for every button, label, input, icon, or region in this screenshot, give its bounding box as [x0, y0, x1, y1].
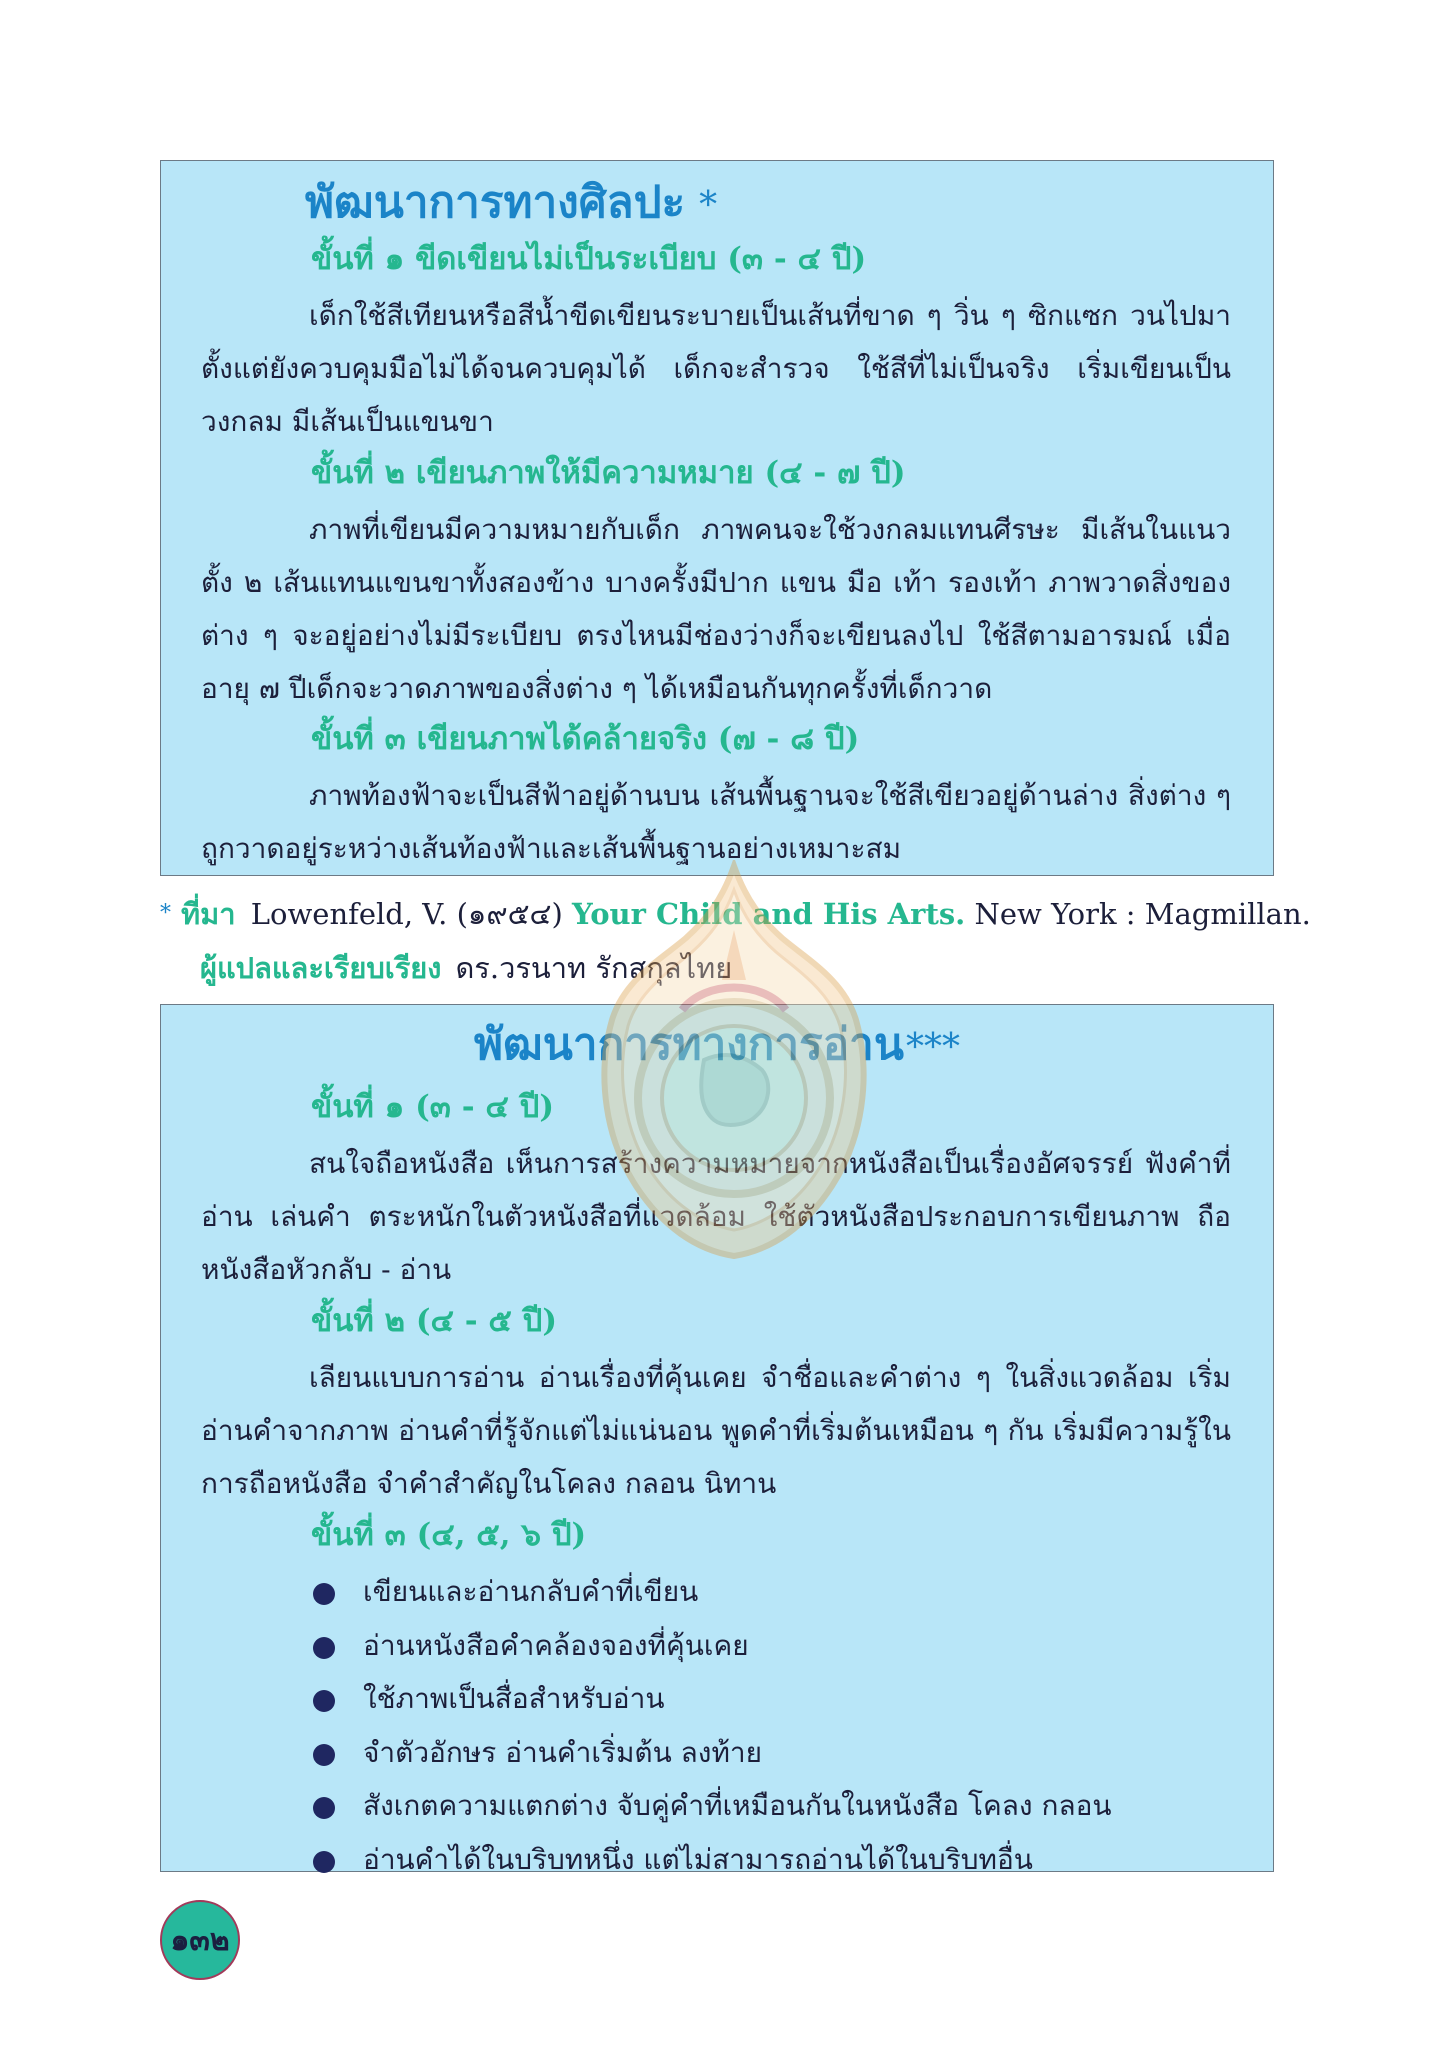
source-label: ที่มา	[181, 897, 236, 931]
reading-stage-2-heading: ขั้นที่ ๒ (๔ - ๕ ปี)	[311, 1303, 558, 1339]
reading-stage-1-heading: ขั้นที่ ๑ (๓ - ๔ ปี)	[311, 1089, 554, 1125]
reading-stage-3-list	[311, 1565, 1112, 1886]
art-stage-3-heading: ขั้นที่ ๓ เขียนภาพได้คล้ายจริง (๗ - ๘ ปี)	[311, 721, 860, 757]
source-author: Lowenfeld, V. (๑๙๕๔)	[250, 897, 563, 931]
title-footnote-mark: *	[699, 185, 718, 226]
footnote-star: *	[160, 901, 171, 926]
art-section-title: พัฒนาการทางศิลปะ *	[305, 177, 718, 228]
reading-stage-3-heading: ขั้นที่ ๓ (๔, ๕, ๖ ปี)	[311, 1517, 587, 1553]
bullet-dot-icon	[313, 1583, 335, 1605]
list-item: สังเกตความแตกต่าง จับคู่คำที่เหมือนกันในหนังสือ โคลง กลอน	[311, 1779, 1112, 1833]
art-stage-2-text: ภาพที่เขียนมีความหมายกับเด็ก ภาพคนจะใช้วงกลมแทนศีรษะ มีเส้นในแนวตั้ง ๒ เส้นแทนแขนขาทั้งสองข้าง บางครั้งมีปาก แขน มือ เท้า รองเท้า ภาพวาดสิ่งของต่าง ๆ จะอยู่อย่างไม่มีระเบียบ ตรงไหนมีช่องว่างก็จะเขียนลงไป ใช้สีตามอารมณ์ เมื่ออายุ ๗ ปีเด็กจะวาดภาพของสิ่งต่าง ๆ ได้เหมือนกันทุกครั้งที่เด็กวาด	[201, 513, 1231, 705]
title-footnote-mark: ***	[905, 1027, 960, 1068]
art-stage-3-text: ภาพท้องฟ้าจะเป็นสีฟ้าอยู่ด้านบน เส้นพื้นฐานจะใช้สีเขียวอยู่ด้านล่าง สิ่งต่าง ๆ ถูกวาดอยู่ระหว่างเส้นท้องฟ้าและเส้นพื้นฐานอย่างเหมาะสม	[201, 779, 1231, 865]
art-stage-1-text: เด็กใช้สีเทียนหรือสีน้ำขีดเขียนระบายเป็นเส้นที่ขาด ๆ วิ่น ๆ ซิกแซก วนไปมา ตั้งแต่ยังควบคุมมือไม่ได้จนควบคุมได้ เด็กจะสำรวจ ใช้สีที่ไม่เป็นจริง เริ่มเขียนเป็นวงกลม มีเส้นเป็นแขนขา	[201, 299, 1231, 438]
source-citation	[160, 892, 1311, 936]
reading-section-title: พัฒนาการทางการอ่าน***	[474, 1019, 960, 1070]
page-number: ๑๓๒	[170, 1922, 230, 1958]
list-item: จำตัวอักษร อ่านคำเริ่มต้น ลงท้าย	[311, 1726, 1112, 1780]
bullet-dot-icon	[313, 1797, 335, 1819]
bullet-dot-icon	[313, 1690, 335, 1712]
art-stage-1-heading: ขั้นที่ ๑ ขีดเขียนไม่เป็นระเบียบ (๓ - ๔ ปี)	[311, 241, 867, 277]
bullet-dot-icon	[313, 1744, 335, 1766]
reading-stage-2-text: เลียนแบบการอ่าน อ่านเรื่องที่คุ้นเคย จำชื่อและคำต่าง ๆ ในสิ่งแวดล้อม เริ่มอ่านคำจากภาพ อ่านคำที่รู้จักแต่ไม่แน่นอน พูดคำที่เริ่มต้นเหมือน ๆ กัน เริ่มมีความรู้ในการถือหนังสือ จำคำสำคัญในโคลง กลอน นิทาน	[201, 1361, 1231, 1500]
translator-label: ผู้แปลและเรียบเรียง	[200, 951, 442, 985]
art-stage-2-heading: ขั้นที่ ๒ เขียนภาพให้มีความหมาย (๔ - ๗ ปี)	[311, 455, 906, 491]
list-item: ใช้ภาพเป็นสื่อสำหรับอ่าน	[311, 1672, 1112, 1726]
reading-stage-1-text: สนใจถือหนังสือ เห็นการสร้างความหมายจากหนังสือเป็นเรื่องอัศจรรย์ ฟังคำที่อ่าน เล่นคำ ตระหนักในตัวหนังสือที่แวดล้อม ใช้ตัวหนังสือประกอบการเขียนภาพ ถือหนังสือหัวกลับ - อ่าน	[201, 1147, 1231, 1286]
translator-name: ดร.วรนาท รักสกุลไทย	[455, 951, 733, 985]
page-number-badge	[160, 1900, 240, 1980]
list-item: อ่านหนังสือคำคล้องจองที่คุ้นเคย	[311, 1619, 1112, 1673]
list-item: เขียนและอ่านกลับคำที่เขียน	[311, 1565, 1112, 1619]
list-item: อ่านคำได้ในบริบทหนึ่ง แต่ไม่สามารถอ่านได้ในบริบทอื่น	[311, 1833, 1112, 1887]
reading-development-box	[160, 1004, 1274, 1876]
translator-credit	[200, 946, 732, 990]
art-development-box	[160, 160, 1274, 876]
source-book-title: Your Child and His Arts.	[572, 897, 966, 931]
bullet-dot-icon	[313, 1637, 335, 1659]
source-publisher: New York : Magmillan.	[974, 897, 1311, 931]
bullet-dot-icon	[313, 1851, 335, 1873]
